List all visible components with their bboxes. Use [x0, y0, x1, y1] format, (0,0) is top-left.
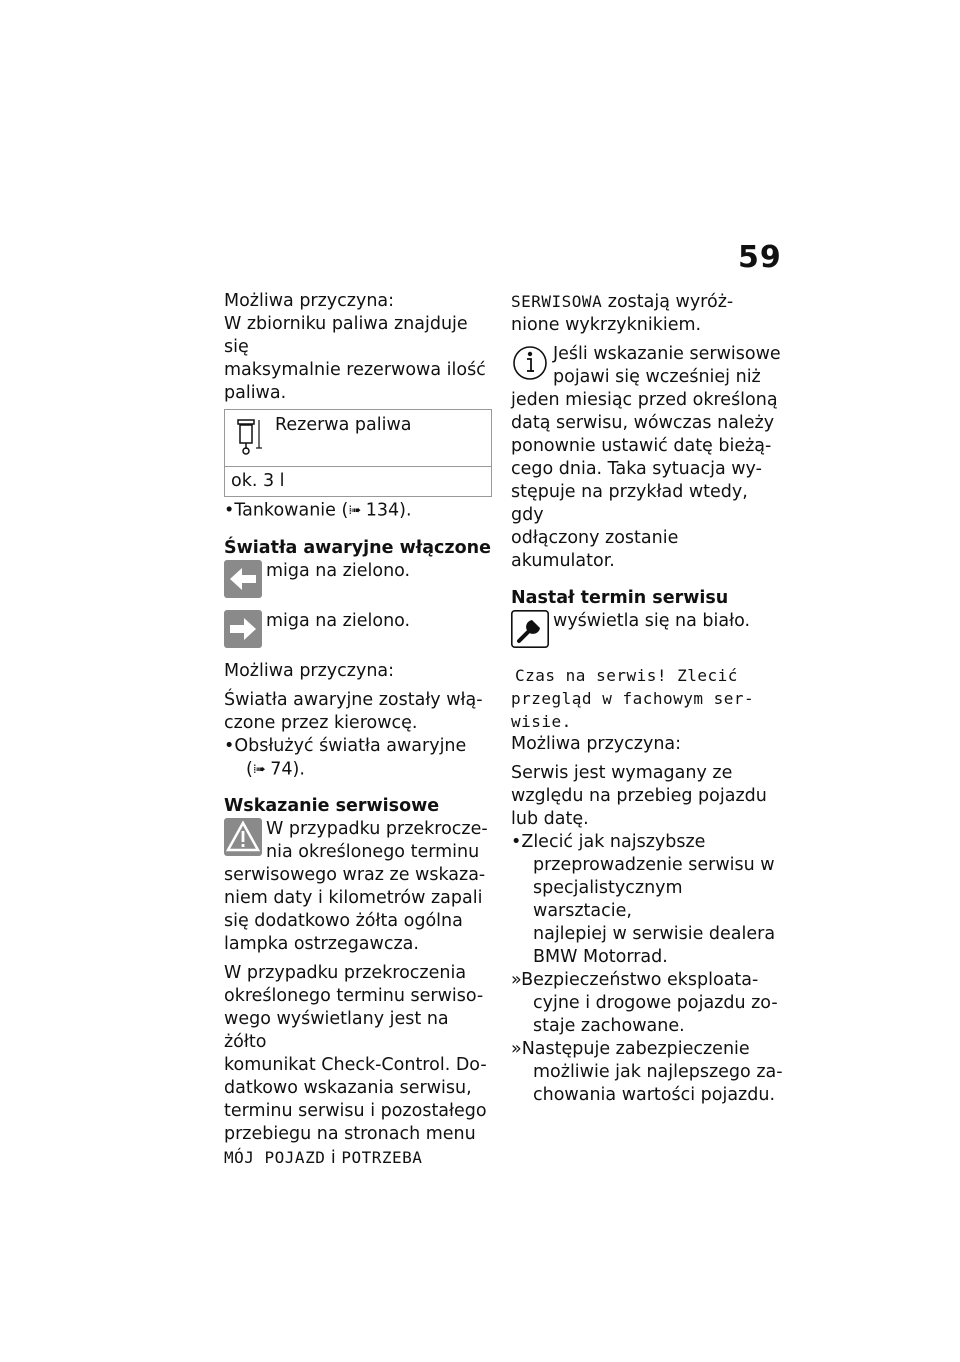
paragraph-line: pojawi się wcześniej niż: [553, 367, 761, 387]
paragraph-line: Serwis jest wymagany ze: [511, 763, 733, 783]
result-item: »Następuje zabezpieczenie: [511, 1039, 750, 1059]
paragraph-line: maksymalnie rezerwowa ilość: [224, 360, 486, 380]
paragraph-line: Jeśli wskazanie serwisowe: [553, 344, 781, 364]
right-column: [511, 290, 783, 1107]
wrench-icon: [511, 610, 549, 655]
paragraph-line: lampka ostrzegawcza.: [224, 934, 419, 954]
result-continuation: staje zachowane.: [533, 1016, 685, 1036]
info-icon: [511, 343, 549, 388]
wrench-text: wyświetla się na biało.: [553, 611, 751, 631]
info-row: [511, 343, 783, 389]
paragraph-line: komunikat Check-Control. Do-: [224, 1055, 487, 1075]
bullet-continuation: przeprowadzenie serwisu w: [533, 855, 775, 875]
paragraph-line: nione wykrzyknikiem.: [511, 315, 702, 335]
section-heading: Światła awaryjne włączone: [224, 537, 491, 558]
fuel-reserve-table-header: [225, 410, 491, 467]
right-arrow-indicator-icon: [224, 610, 262, 655]
fuel-reserve-value: ok. 3 l: [231, 471, 285, 491]
paragraph-line: nia określonego terminu: [266, 842, 480, 862]
bullet-item: •Obsłużyć światła awaryjne: [224, 735, 467, 756]
paragraph-line: datkowo wskazania serwisu,: [224, 1078, 472, 1098]
paragraph-line: W przypadku przekrocze-: [266, 819, 488, 839]
paragraph-text: zostają wyróż-: [602, 292, 734, 312]
paragraph-line: stępuje na przykład wtedy, gdy: [511, 482, 748, 525]
result-item: »Bezpieczeństwo eksploata-: [511, 970, 759, 990]
paragraph-line: odłączony zostanie akumulator.: [511, 528, 679, 571]
menu-separator: i: [330, 1148, 336, 1168]
bullet-text: Tankowanie (: [234, 500, 349, 521]
menu-path: [224, 1146, 492, 1170]
paragraph-line: terminu serwisu i pozostałego: [224, 1101, 487, 1121]
display-message-line: Czas na serwis! Zlecić: [515, 666, 738, 685]
cause-label: Możliwa przyczyna:: [224, 291, 395, 311]
bullet-reference: 134).: [365, 500, 412, 521]
page-number: 59: [738, 240, 782, 275]
display-message-line: wisie.: [511, 712, 572, 731]
paragraph-line: cego dnia. Taka sytuacja wy-: [511, 459, 762, 479]
paragraph-line: określonego terminu serwiso-: [224, 986, 484, 1006]
result-continuation: możliwie jak najlepszego za-: [533, 1062, 783, 1082]
paragraph-line: przebiegu na stronach menu: [224, 1124, 476, 1144]
display-message: [511, 664, 783, 733]
paragraph-line: W przypadku przekroczenia: [224, 963, 467, 983]
paragraph-line: wego wyświetlany jest na żółto: [224, 1009, 449, 1052]
reference-arrow-icon: ⁞➠: [348, 503, 361, 517]
left-arrow-indicator-icon: [224, 560, 262, 605]
cause-label: Możliwa przyczyna:: [224, 660, 395, 681]
result-continuation: chowania wartości pojazdu.: [533, 1085, 776, 1105]
result-text: Następuje zabezpieczenie: [521, 1039, 750, 1059]
bullet-continuation: specjalistycznym warsztacie,: [533, 878, 683, 921]
result-continuation: cyjne i drogowe pojazdu zo-: [533, 993, 778, 1013]
paragraph-line: lub datę.: [511, 809, 589, 829]
paragraph-line: W zbiorniku paliwa znajduje się: [224, 314, 468, 357]
paragraph-line: ponownie ustawić datę bieżą-: [511, 436, 772, 456]
menu-name: POTRZEBA: [341, 1148, 423, 1167]
menu-name: SERWISOWA: [511, 292, 603, 311]
section-heading: Nastał termin serwisu: [511, 588, 729, 608]
right-indicator-row: [224, 610, 492, 654]
fuel-reserve-icon: [235, 418, 263, 463]
bullet-text: Obsłużyć światła awaryjne: [234, 735, 467, 756]
left-indicator-text: miga na zielono.: [266, 560, 411, 581]
left-indicator-row: [224, 560, 492, 604]
right-indicator-text: miga na zielono.: [266, 610, 411, 631]
bullet-text: Zlecić jak najszybsze: [521, 832, 706, 852]
paragraph-line: niem daty i kilometrów zapali: [224, 888, 483, 908]
left-column: [224, 290, 492, 1170]
fuel-reserve-label: Rezerwa paliwa: [275, 415, 412, 435]
reference-arrow-icon: ⁞➠: [252, 761, 265, 776]
bullet-item: •Tankowanie (⁞➠ 134).: [224, 500, 412, 521]
paragraph-line: jeden miesiąc przed określoną: [511, 390, 778, 410]
wrench-row: [511, 610, 783, 654]
section-heading: Wskazanie serwisowe: [224, 796, 440, 816]
fuel-reserve-table: [224, 409, 492, 497]
bullet-continuation: najlepiej w serwisie dealera: [533, 924, 776, 944]
paragraph-line: czone przez kierowcę.: [224, 712, 418, 733]
bullet-continuation: BMW Motorrad.: [533, 947, 668, 967]
paragraph-line: paliwa.: [224, 383, 287, 403]
paragraph-line: [511, 290, 783, 314]
paragraph-line: datą serwisu, wówczas należy: [511, 413, 775, 433]
result-text: Bezpieczeństwo eksploata-: [521, 970, 759, 990]
paragraph-line: Światła awaryjne zostały włą-: [224, 689, 483, 710]
display-message-line: przegląd w fachowym ser-: [511, 689, 755, 708]
bullet-continuation: (⁞➠ 74).: [246, 759, 305, 779]
menu-name: MÓJ POJAZD: [224, 1148, 326, 1167]
warning-triangle-icon: [224, 818, 262, 863]
paragraph-line: się dodatkowo żółta ogólna: [224, 911, 463, 931]
bullet-item: •Zlecić jak najszybsze: [511, 832, 706, 852]
cause-label: Możliwa przyczyna:: [511, 734, 682, 754]
bullet-reference: 74).: [270, 759, 305, 779]
warning-row: [224, 818, 492, 864]
paragraph-line: serwisowego wraz ze wskaza-: [224, 865, 486, 885]
paragraph-line: względu na przebieg pojazdu: [511, 786, 767, 806]
